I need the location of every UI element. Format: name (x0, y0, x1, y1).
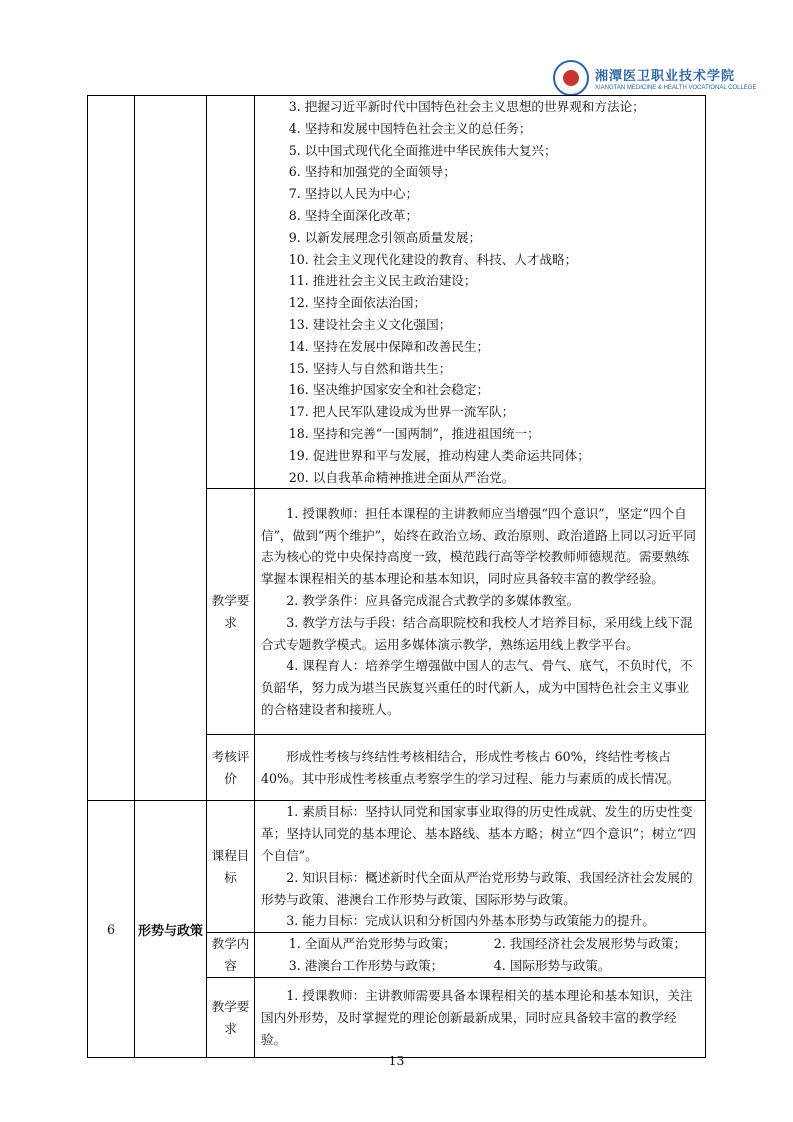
content-item: 4. 坚持和发展中国特色社会主义的总任务； (288, 120, 532, 136)
content-item: 6. 坚持和加强党的全面领导； (288, 164, 456, 180)
content-item: 5. 以中国式现代化全面推进中华民族伟大复兴； (288, 142, 557, 158)
content-item: 15. 坚持人与自然和谐共生； (288, 360, 452, 376)
teaching-requirements-cell (255, 489, 706, 735)
objectives-label: 课程目标 (207, 801, 255, 933)
content-item: 10. 社会主义现代化建设的教育、科技、人才战略； (288, 251, 578, 267)
content-item: 11. 推进社会主义民主政治建设； (288, 273, 477, 289)
continued-number-cell (88, 96, 135, 801)
objective-paragraph: 1. 素质目标：坚持认同党和国家事业取得的历史性成就、发生的历史性变革；坚持认同党的基本理论、基本路线、基本方略；树立“四个意识”；树立“四个自信”。 (261, 804, 696, 863)
content-label: 教学内容 (207, 933, 255, 978)
course-number: 6 (88, 801, 135, 1058)
content-item: 4. 国际形势与政策。 (493, 958, 611, 974)
page-number: 13 (388, 1053, 405, 1068)
requirement-paragraph: 4. 课程育人：培养学生增强做中国人的志气、骨气、底气，不负时代，不负韶华，努力成为堪当民族复兴重任的时代新人，成为中国特色社会主义事业的合格建设者和接班人。 (261, 658, 693, 718)
continued-name-cell (135, 96, 207, 801)
content-item: 9. 以新发展理念引领高质量发展； (288, 229, 482, 245)
objectives-cell (255, 801, 706, 933)
content-item: 19. 促进世界和平与发展，推动构建人类命运共同体； (288, 447, 590, 463)
content-item: 3. 港澳台工作形势与政策； (288, 958, 444, 974)
continued-content-cell (255, 96, 706, 489)
content-item: 13. 建设社会主义文化强国； (288, 316, 452, 332)
content-item: 14. 坚持在发展中保障和改善民生； (288, 338, 490, 354)
requirement-paragraph: 2. 教学条件：应具备完成混合式教学的多媒体教室。 (286, 593, 580, 609)
objective-paragraph: 3. 能力目标：完成认识和分析国内外基本形势与政策能力的提升。 (286, 913, 655, 929)
college-seal-icon (553, 60, 589, 96)
content-item: 20. 以自我革命精神推进全面从严治党。 (288, 469, 515, 485)
assessment-label: 考核评价 (207, 735, 255, 801)
requirements-cell (255, 978, 706, 1058)
course-name: 形势与政策 (135, 801, 207, 1058)
content-cell (255, 933, 706, 978)
course-table (87, 95, 706, 1058)
college-logo (553, 60, 756, 96)
requirement-paragraph: 3. 教学方法与手段：结合高职院校和我校人才培养目标，采用线上线下混合式专题教学模式。运用多媒体演示教学，熟练运用线上教学平台。 (261, 614, 693, 652)
content-item: 16. 坚决维护国家安全和社会稳定； (288, 382, 490, 398)
content-item: 3. 把握习近平新时代中国特色社会主义思想的世界观和方法论； (288, 99, 645, 114)
content-item: 7. 坚持以人民为中心； (288, 186, 419, 202)
content-item: 17. 把人民军队建设成为世界一流军队； (288, 404, 515, 420)
content-item: 12. 坚持全面依法治国； (288, 295, 427, 311)
content-item: 18. 坚持和完善“一国两制”，推进祖国统一； (288, 425, 540, 441)
teaching-requirements-label: 教学要求 (207, 489, 255, 735)
requirements-label: 教学要求 (207, 978, 255, 1058)
content-item: 2. 我国经济社会发展形势与政策； (493, 936, 687, 952)
assessment-cell (255, 735, 706, 801)
requirement-paragraph: 1. 授课教师：担任本课程的主讲教师应当增强“四个意识”，坚定“四个自信”，做到“两个维护”，始终在政治立场、政治原则、政治道路上同以习近平同志为核心的党中央保持高度一致，模范践行高等学校教师师德规范。需要熟练掌握本课程相关的基本理论和基本知识，同时应具备较丰富的教学经验。 (261, 505, 696, 587)
college-name-cn: 湘潭医卫职业技术学院 (595, 69, 736, 84)
continued-label-cell (207, 96, 255, 489)
objective-paragraph: 2. 知识目标：概述新时代全面从严治党形势与政策、我国经济社会发展的形势与政策、港澳台工作形势与政策、国际形势与政策。 (261, 869, 693, 907)
college-name-en: XIANGTAN MEDICINE & HEALTH VOCATIONAL COLLEGE (595, 85, 757, 91)
requirement-paragraph: 1. 授课教师：主讲教师需要具备本课程相关的基本理论和基本知识，关注国内外形势，及时掌握党的理论创新最新成果，同时应具备较丰富的教学经验。 (261, 987, 693, 1047)
content-item: 1. 全面从严治党形势与政策； (288, 936, 456, 952)
content-item: 8. 坚持全面深化改革； (288, 207, 419, 223)
assessment-text: 形成性考核与终结性考核相结合，形成性考核占 60%，终结性考核占 40%。其中形成性考核重点考察学生的学习过程、能力与素质的成长情况。 (261, 749, 680, 786)
